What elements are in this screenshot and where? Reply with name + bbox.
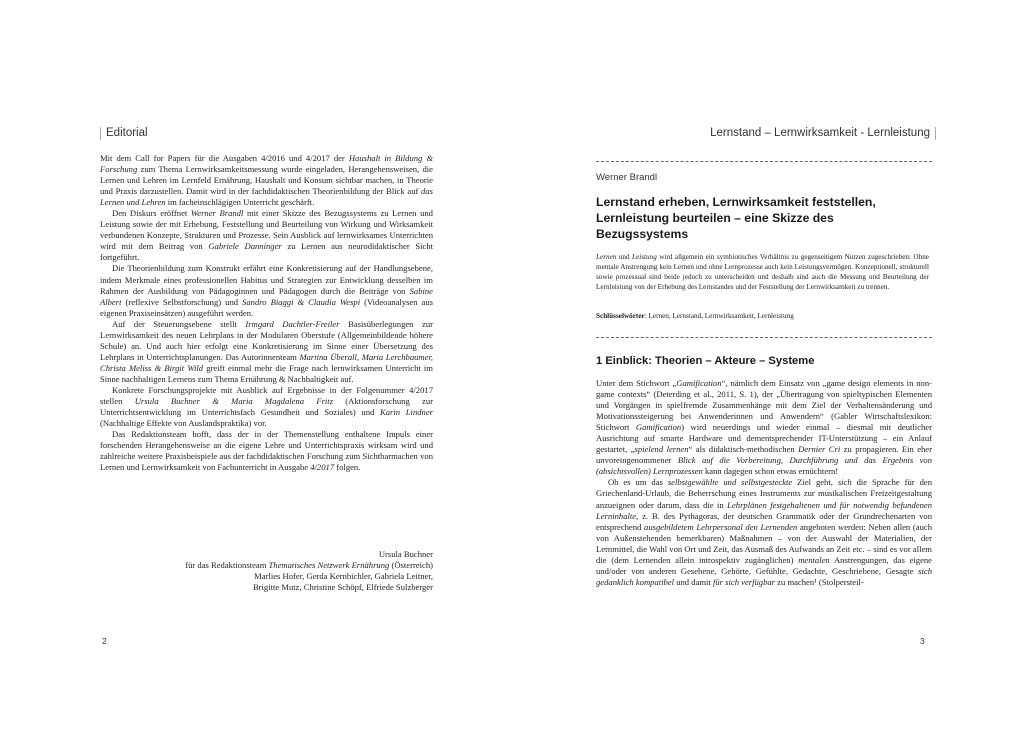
emphasis: Lernen [596, 253, 617, 261]
divider-bottom [596, 337, 932, 338]
emphasis: Irmgard Dachtler-Freiler [245, 318, 340, 329]
paragraph: Konkrete Forschungsprojekte mit Ausblick auf Ergebnisse in der Folgenummer 4/2017 stellen Ursula Buchner & Maria Magdalena Fritz (Aktionsforschung zur Unterrichtsentwicklung im Unterrichtsfach Gesundheit und Soziales) und Karin Lindner (Nachhaltige Effekte von Auslandspraktika) vor. [100, 384, 433, 429]
emphasis: ausgebildetem Lehrpersonal den Lernenden [644, 521, 798, 532]
emphasis: Gabriele Danninger [208, 241, 282, 252]
running-header-left: Editorial [100, 127, 148, 140]
emphasis: Karin Lindner [380, 407, 433, 418]
section-heading: 1 Einblick: Theorien – Akteure – Systeme [596, 355, 815, 367]
signature-members-1: Marlies Hofer, Gerda Kernbichler, Gabriela Leitner, [254, 571, 433, 582]
paragraph: Auf der Steuerungsebene stellt Irmgard Dachtler-Freiler Basisüberlegungen zur Lernwirksamkeit des neuen Lehrplans in der Modularen Oberstufe (Allgemeinbildende höhere Schule) an. Und auch hier erfolgt eine Konkretisierung im Sinne einer Übersetzung des Lehrplans in Unterrichtsplanungen. Das Autorinnenteam Martina Überall, Maria Lerchbaumer, Christa Meliss & Birgit Wild greift einmal mehr die Frage nach lernwirksamen Unterricht im Sinne nachhaltigen Lernens zum Thema Ernährung & Nachhaltigkeit auf. [100, 318, 433, 384]
editorial-body [100, 153, 433, 473]
page-number-left: 2 [102, 636, 107, 646]
emphasis: Leistung [632, 253, 657, 261]
paragraph: Unter dem Stichwort „Gamification“, nämlich dem Einsatz von „game design elements in non-game contexts“ (Deterding et al., 2011, S. 1), der „Übertragung von spieltypischen Elementen und Vorgängen in spielfremde Zusammenhänge mit dem Ziel der Verhaltensänderung und Motivationssteigerung bei Anwenderinnen und Anwendern“ (Gabler Wirtschaftslexikon: Stichwort Gamification) wird neuerdings und wieder einmal – diesmal mit deutlicher Ausrichtung auf smarte Hardware und dementsprechender IT-Unterstützung – ein Anlauf gestartet, „spielend lernen“ als didaktisch-methodischen Dernier Cri zu propagieren. Ein eher unvoreingenommener Blick auf die Vorbereitung, Durchführung und das Ergebnis von (absichtsvollen) Lernprozessen kann dagegen schon etwas ernüchtern! [596, 378, 933, 477]
article-title: Lernstand erheben, Lernwirksamkeit feststellen, Lernleistung beurteilen – eine Skizze des Bezugssystems [596, 195, 876, 241]
paragraph: Das Redaktionsteam hofft, dass der in der Themenstellung enthaltene Impuls einer forschenden Herangehensweise an die eigene Lehre und Unterrichtspraxis wirksam wird und zahlreiche weitere Praxisbeispiele aus der fachdidaktischen Forschung zum Sichtbarmachen von Lernen und Lernwirksamkeit von Fachunterricht in Ausgabe 4/2017 folgen. [100, 429, 433, 473]
emphasis: Gamification [635, 422, 682, 433]
article-abstract: Lernen und Leistung wird allgemein ein symbiotisches Verhältnis zu gegenseitigem Nutzen zugeschrieben: Ohne mentale Anstrengung kein Lernen und ohne Lernprozesse auch kein Leistungsvermögen. Konzeptionell, strukturell sowie prozessual sind beide jedoch zu unterscheiden und deshalb sind auch die Messung und Beurteilung der Lernleistung von der Erhebung des Lernstandes und der Feststellung der Lernwirksamkeit zu trennen. [596, 253, 929, 291]
right-page [512, 0, 1024, 748]
page-number-right: 3 [920, 636, 925, 646]
emphasis: Sabine Albert [100, 285, 433, 307]
emphasis: Lehrplänen festgehaltenen und für notwendig befundenen Lerninhalte [596, 499, 932, 521]
paragraph: Den Diskurs eröffnet Werner Brandl mit einer Skizze des Bezugssystems zu Lernen und Leistung sowie der mit Erhebung, Feststellung und Beurteilung von Wirkung und Wirksamkeit verbundenen Konzepte, Strukturen und Prozesse. Sein Ausblick auf lernwirksames Unterrichten wird mit dem Beitrag von Gabriele Danninger zu Lernen aus neurodidaktischer Sicht fortgeführt. [100, 208, 434, 263]
paragraph: Ob es um das selbstgewählte und selbstgesteckte Ziel geht, sich die Sprache für den Griechenland-Urlaub, die Beherrschung eines Instruments zur musikalischen Freizeitgestaltung anzueignen oder darum, dass die in Lehrplänen festgehaltenen und für notwendig befundenen Lerninhalte, z. B. des Pythagoras, der deutschen Grammatik oder der Grundrechenarten von entsprechend ausgebildetem Lehrpersonal den Lernenden angeboten werden: Neben allen (auch von Außenstehenden bemerkbaren) Maßnahmen – von der Auswahl der Materialien, der Lernmittel, die Wahl von Ort und Zeit, das Ausmaß des Aufwands an Zeit etc. – sind es vor allem die (dem Lernenden allein introspektiv zugänglichen) mentalen Anstrengungen, das eigene und/oder von anderen Gesehene, Gehörte, Gefühlte, Gedachte, Geschriebene, Gesagte sich gedanklich kompatibel und damit für sich verfügbar zu machen¹ (Stolpersteil- [596, 477, 933, 587]
divider-top [596, 161, 932, 162]
emphasis: spielend lernen [634, 444, 689, 455]
running-header-right: Lernstand – Lernwirksamkeit - Lernleistung [710, 127, 936, 140]
emphasis: sich [837, 477, 852, 488]
keywords-label: Schlüsselwörter [596, 312, 645, 320]
signature-members-2: Brigitte Mutz, Christine Schöpf, Elfriede Sulzberger [252, 582, 433, 593]
article-author: Werner Brandl [596, 172, 658, 183]
emphasis: das Lernen und Lehren [100, 186, 433, 208]
emphasis: Haushalt in Bildung & Forschung [100, 153, 434, 175]
emphasis: Martina Überall, Maria Lerchbaumer, Christa Meliss & Birgit Wild [100, 351, 433, 373]
emphasis: Sandro Biaggi & Claudia Wespi [242, 296, 361, 307]
emphasis: 4/2017 [310, 462, 335, 473]
emphasis: Ursula Buchner & Maria Magdalena Fritz [134, 396, 334, 407]
emphasis: Dernier Cri [798, 444, 841, 455]
keywords-list: : Lernen, Lernstand, Lernwirksamkeit, Lernleistung [644, 312, 794, 320]
signature-team-prefix: für das Redaktionsteam [185, 560, 269, 571]
emphasis: Blick auf die Vorbereitung, Durchführung und das Ergebnis von (absichtsvollen) Lernprozessen [596, 455, 933, 477]
paragraph: Die Theorienbildung zum Konstrukt erfährt eine Konkretisierung auf der Handlungsebene, indem Merkmale eines professionellen Habitus und Strategien zur Entwicklung desselben im Rahmen der Ausbildung von Pädagoginnen und Pädagogen durch die Beiträge von Sabine Albert (reflexive Selbstforschung) und Sandro Biaggi & Claudia Wespi (Videoanalysen aus eigenen Praxiseinsätzen) ausgeführt werden. [100, 263, 433, 318]
emphasis: Werner Brandl [190, 208, 244, 219]
editorial-signature [100, 549, 433, 593]
emphasis: selbstgewählte und selbstgesteckte [667, 477, 793, 488]
signature-name: Ursula Buchner [378, 549, 433, 559]
emphasis: für sich verfügbar [712, 576, 776, 587]
signature-team-suffix: (Österreich) [389, 560, 433, 571]
emphasis: mentalen [798, 554, 830, 565]
keywords [596, 312, 794, 320]
signature-team-name: Thematisches Netzwerk Ernährung [268, 560, 390, 571]
signature-team [100, 560, 433, 571]
article-body [596, 378, 932, 588]
paragraph: Mit dem Call for Papers für die Ausgaben 4/2016 und 4/2017 der Haushalt in Bildung & Forschung zum Thema Lernwirksamkeitsmessung wurde eingeladen, Herangehensweisen, die Lernen und Lehren im Lernfeld Ernährung, Haushalt und Konsum sichtbar machen, in Theorie und Praxis darzustellen. Damit wird in der fachdidaktischen Theorienbildung der Blick auf das Lernen und Lehren im facheinschlägigen Unterricht geschärft. [100, 153, 434, 208]
emphasis: Gamification [676, 378, 722, 388]
emphasis: sich gedanklich kompatibel [596, 565, 932, 587]
